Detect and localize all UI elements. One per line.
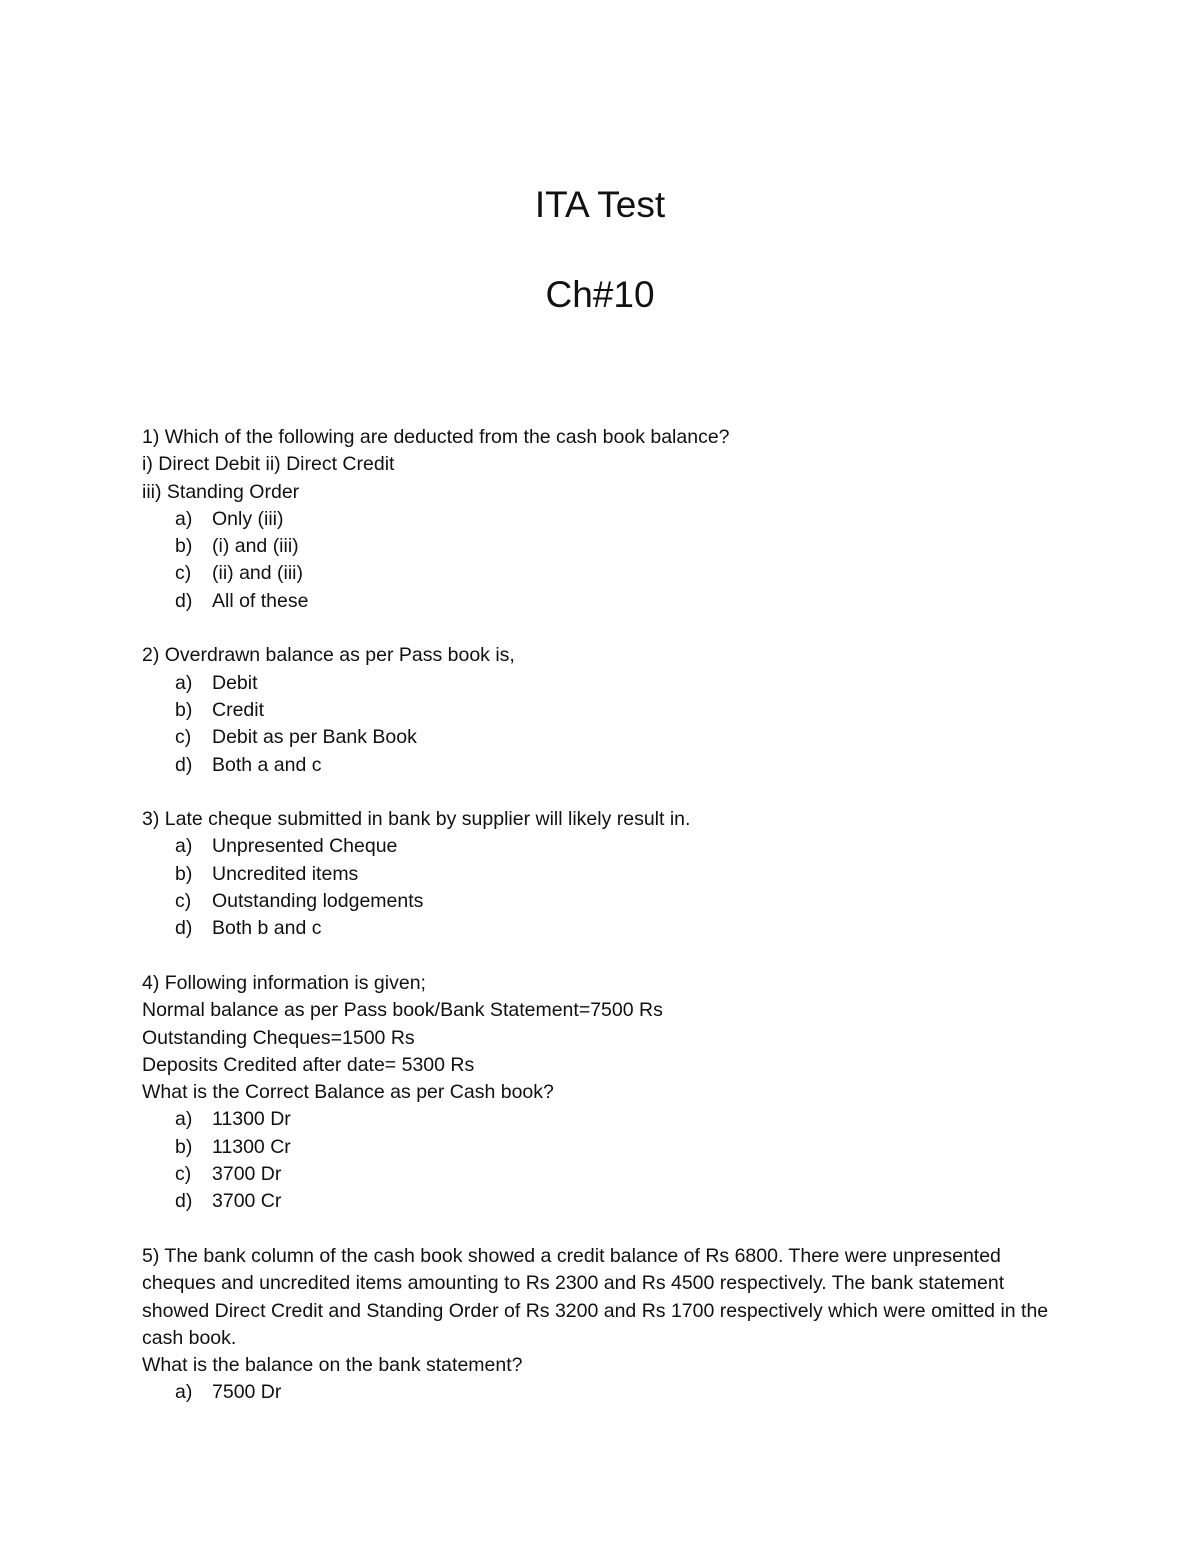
answer-option <box>142 888 1072 915</box>
question-text: i) Direct Debit ii) Direct Credit <box>142 453 395 476</box>
option-letter: d) <box>175 753 193 776</box>
answer-option <box>142 670 1072 697</box>
option-letter: a) <box>175 835 193 858</box>
answer-option <box>142 861 1072 888</box>
question-text: 5) The bank column of the cash book showed a credit balance of Rs 6800. There were unpresented cheques and uncredited items amounting to Rs 2300 and Rs 4500 respectively. The bank statement showed Direct Credit and Standing Order of Rs 3200 and Rs 1700 respectively which were omitted in the cash book. <box>142 1244 1049 1349</box>
answer-options <box>142 670 1072 779</box>
option-text: Outstanding lodgements <box>212 890 424 913</box>
option-letter: d) <box>175 917 193 940</box>
option-letter: c) <box>175 562 192 585</box>
option-text: 11300 Dr <box>212 1108 291 1131</box>
answer-option <box>142 1188 1072 1215</box>
option-text: 11300 Cr <box>212 1135 291 1158</box>
answer-option <box>142 1106 1072 1133</box>
answer-options <box>142 1379 1072 1406</box>
option-text: (ii) and (iii) <box>212 562 304 585</box>
option-text: Uncredited items <box>212 862 359 885</box>
option-letter: b) <box>175 862 193 885</box>
answer-options <box>142 833 1072 942</box>
answer-option <box>142 752 1072 779</box>
option-text: Credit <box>212 698 265 721</box>
option-letter: d) <box>175 1190 193 1213</box>
question-text: 3) Late cheque submitted in bank by supplier will likely result in. <box>142 808 691 831</box>
option-text: Unpresented Cheque <box>212 835 398 858</box>
answer-option <box>142 533 1072 560</box>
chapter-heading: Ch#10 <box>545 274 655 315</box>
answer-option <box>142 833 1072 860</box>
answer-option <box>142 1134 1072 1161</box>
option-text: Debit <box>212 671 258 694</box>
question-text: What is the Correct Balance as per Cash book? <box>142 1081 554 1104</box>
answer-options <box>142 506 1072 615</box>
question-2 <box>142 642 1072 778</box>
option-letter: a) <box>175 507 193 530</box>
option-letter: c) <box>175 726 192 749</box>
question-5 <box>142 1243 1072 1407</box>
answer-option <box>142 724 1072 751</box>
option-letter: c) <box>175 1163 192 1186</box>
option-text: 3700 Cr <box>212 1190 282 1213</box>
option-text: Debit as per Bank Book <box>212 726 417 749</box>
option-letter: c) <box>175 890 192 913</box>
question-text: What is the balance on the bank statement? <box>142 1354 523 1377</box>
answer-options <box>142 1106 1072 1215</box>
question-text: Deposits Credited after date= 5300 Rs <box>142 1053 475 1076</box>
answer-option <box>142 697 1072 724</box>
option-letter: a) <box>175 1381 193 1404</box>
question-list <box>142 424 1072 1434</box>
option-letter: b) <box>175 1135 193 1158</box>
option-text: All of these <box>212 589 309 612</box>
option-letter: a) <box>175 1108 193 1131</box>
option-letter: b) <box>175 698 193 721</box>
option-text: Only (iii) <box>212 507 284 530</box>
option-letter: b) <box>175 535 193 558</box>
answer-option <box>142 1379 1072 1406</box>
answer-option <box>142 560 1072 587</box>
question-text: Normal balance as per Pass book/Bank Statement=7500 Rs <box>142 999 663 1022</box>
question-text: Outstanding Cheques=1500 Rs <box>142 1026 415 1049</box>
question-text: 2) Overdrawn balance as per Pass book is, <box>142 644 515 667</box>
question-3 <box>142 806 1072 942</box>
option-letter: a) <box>175 671 193 694</box>
option-text: Both b and c <box>212 917 322 940</box>
answer-option <box>142 1161 1072 1188</box>
option-letter: d) <box>175 589 193 612</box>
option-text: Both a and c <box>212 753 322 776</box>
answer-option <box>142 915 1072 942</box>
document-title: ITA Test <box>534 184 666 225</box>
option-text: 3700 Dr <box>212 1163 282 1186</box>
answer-option <box>142 588 1072 615</box>
option-text: (i) and (iii) <box>212 535 299 558</box>
question-text: 1) Which of the following are deducted from the cash book balance? <box>142 426 730 448</box>
question-text: 4) Following information is given; <box>142 971 426 994</box>
question-text: iii) Standing Order <box>142 480 300 503</box>
option-text: 7500 Dr <box>212 1381 282 1404</box>
question-1 <box>142 424 1072 615</box>
question-4 <box>142 970 1072 1216</box>
answer-option <box>142 506 1072 533</box>
